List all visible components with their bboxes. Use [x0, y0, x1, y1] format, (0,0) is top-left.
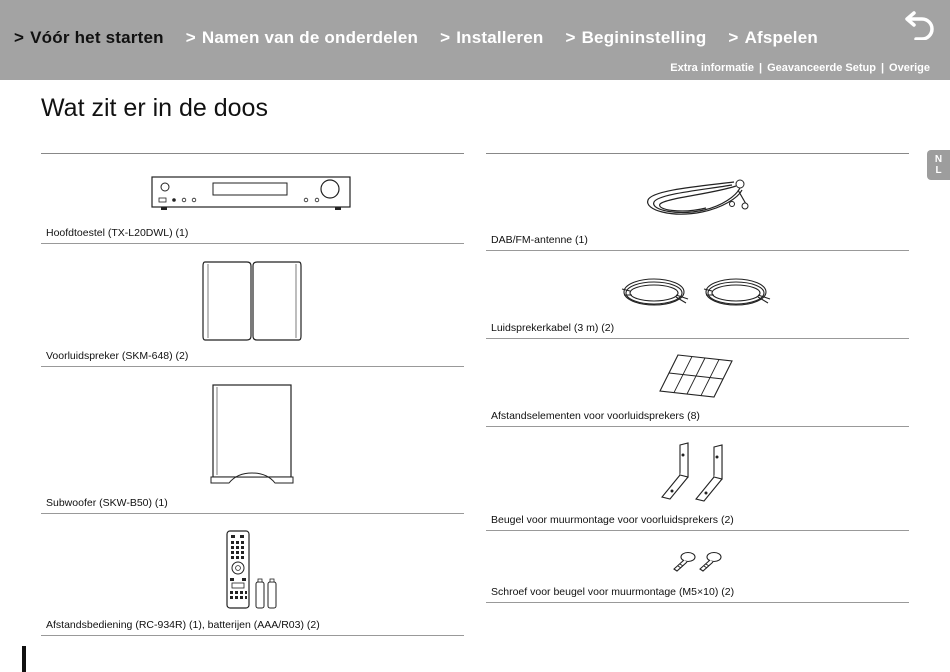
- nav-label: Namen van de onderdelen: [201, 28, 419, 47]
- nav-label: Afspelen: [744, 28, 818, 47]
- spacer-sheet-icon: [658, 353, 734, 399]
- subnav-separator: |: [759, 62, 763, 74]
- item-label: Afstandsbediening (RC-934R) (1), batterijen (AAA/R03) (2): [46, 619, 320, 631]
- nav-begininstelling[interactable]: [565, 28, 706, 48]
- nav-prefix: >: [440, 28, 451, 47]
- item-label: Hoofdtoestel (TX-L20DWL) (1): [46, 227, 189, 239]
- page-edge-marker: [22, 646, 26, 672]
- header-bar: [0, 0, 950, 80]
- nav-prefix: >: [14, 28, 25, 47]
- list-item: [486, 251, 909, 339]
- remote-icon: [225, 530, 281, 610]
- subnav-overige[interactable]: Overige: [889, 62, 930, 74]
- subnav-separator: |: [880, 62, 885, 74]
- wall-bracket-icon: [658, 441, 738, 505]
- antenna-icon: [642, 176, 754, 222]
- nav-installeren[interactable]: [440, 28, 543, 48]
- nav-prefix: >: [728, 28, 739, 47]
- nav-label: Begininstelling: [581, 28, 707, 47]
- page-title: Wat zit er in de doos: [41, 94, 268, 122]
- item-label: Beugel voor muurmontage voor voorluidsprekers (2): [491, 514, 734, 526]
- sub-nav: [670, 62, 930, 74]
- nav-label: Installeren: [456, 28, 544, 47]
- language-tab[interactable]: [927, 150, 950, 180]
- list-item: [486, 339, 909, 427]
- list-item: [486, 154, 909, 251]
- list-item: [486, 531, 909, 603]
- speaker-cable-icon: [620, 275, 776, 311]
- list-item: [486, 427, 909, 531]
- item-label: Subwoofer (SKW-B50) (1): [46, 497, 168, 509]
- nav-afspelen[interactable]: [728, 28, 818, 48]
- item-label: Luidsprekerkabel (3 m) (2): [491, 322, 615, 334]
- list-item: [41, 514, 464, 636]
- list-item: [41, 367, 464, 514]
- list-item: [41, 244, 464, 367]
- lang-tab-letter: N: [934, 154, 943, 165]
- lang-tab-letter: L: [935, 165, 942, 176]
- speakers-icon: [201, 260, 305, 342]
- nav-prefix: >: [565, 28, 576, 47]
- main-nav: [14, 28, 840, 48]
- receiver-icon: [151, 176, 355, 212]
- nav-namen-van-de-onderdelen[interactable]: [186, 28, 418, 48]
- subnav-extra-informatie[interactable]: Extra informatie: [670, 62, 755, 74]
- item-label: Voorluidspreker (SKM-648) (2): [46, 350, 189, 362]
- nav-label: Vóór het starten: [30, 28, 164, 47]
- nav-voor-het-starten[interactable]: [14, 28, 164, 48]
- list-item: [41, 154, 464, 244]
- subnav-geavanceerde-setup[interactable]: Geavanceerde Setup: [767, 62, 876, 74]
- item-label: Afstandselementen voor voorluidsprekers (8): [491, 410, 700, 422]
- back-arrow-icon[interactable]: [904, 6, 938, 40]
- item-label: DAB/FM-antenne (1): [491, 234, 588, 246]
- subwoofer-icon: [209, 383, 295, 487]
- nav-prefix: >: [185, 28, 196, 47]
- item-label: Schroef voor beugel voor muurmontage (M5×10) (2): [491, 586, 735, 598]
- screw-icon: [670, 551, 726, 573]
